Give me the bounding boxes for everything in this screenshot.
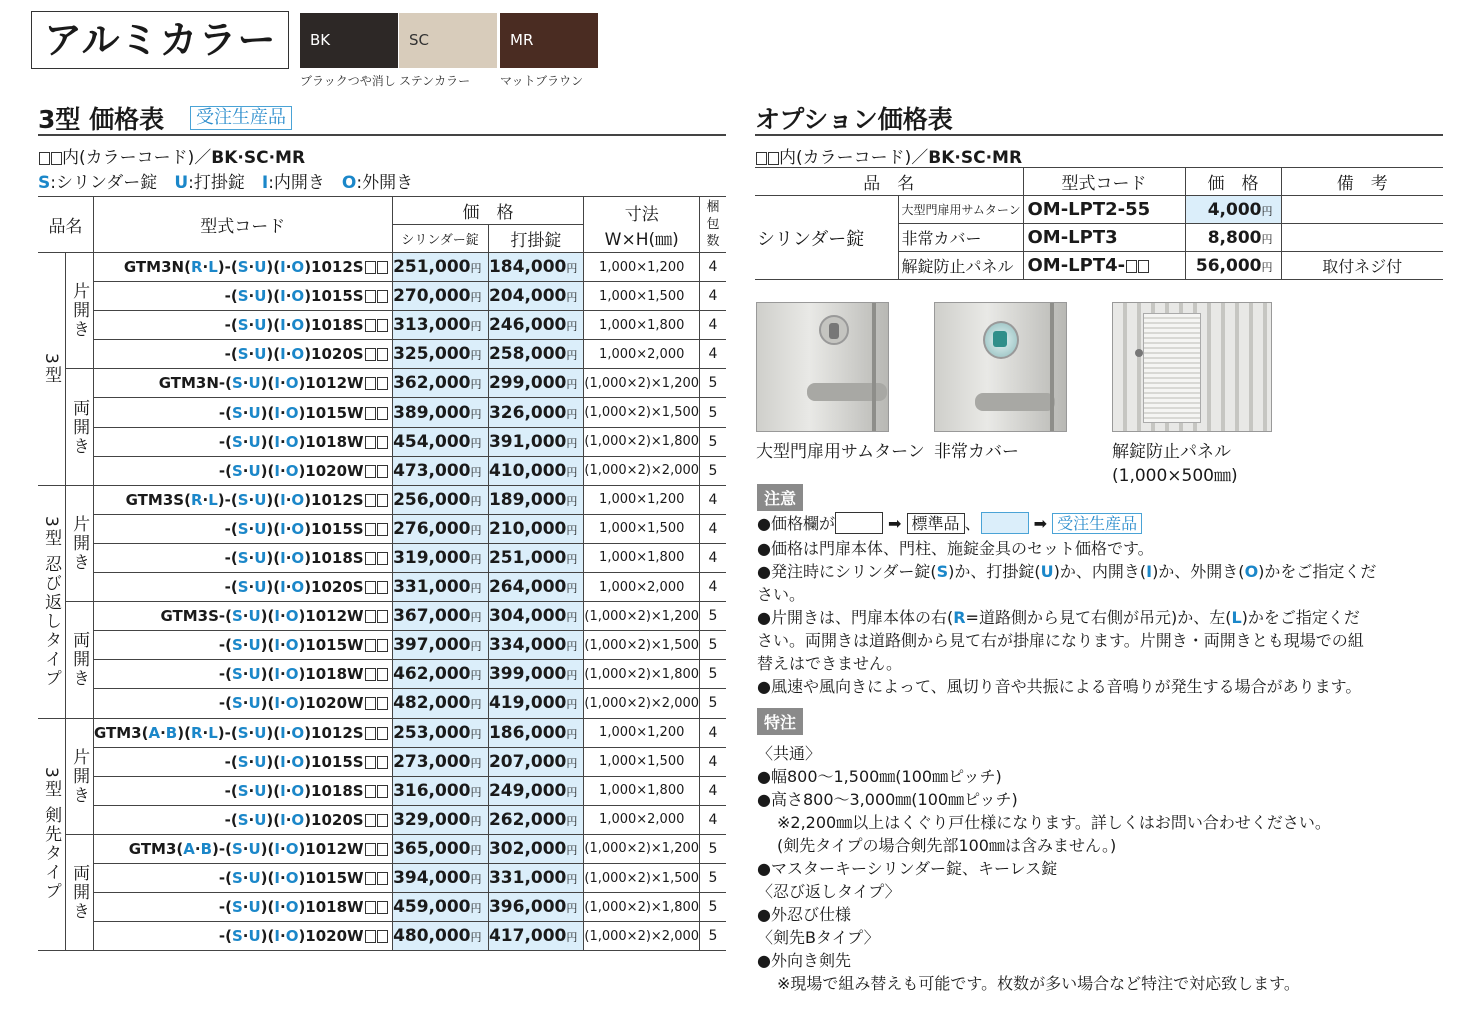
pack-count: 4 [700, 718, 726, 747]
photo-caption-thumbturn: 大型門扉用サムターン [756, 442, 925, 462]
option-header-code: 型式コード [1023, 168, 1185, 196]
price-cylinder: 397,000円 [392, 631, 488, 660]
option-note [1281, 196, 1443, 224]
model-code: -(S·U)(I·O)1018S [93, 543, 392, 572]
subgroup-name: 両開き [66, 602, 94, 718]
pack-count: 5 [700, 863, 726, 892]
model-code: GTM3S(R·L)-(S·U)(I·O)1012S [93, 485, 392, 514]
special-line: 〈忍び返しタイプ〉 [757, 882, 901, 901]
price-latch: 391,000円 [488, 427, 584, 456]
dimensions: 1,000×2,000 [584, 805, 700, 834]
dimensions: 1,000×1,200 [584, 718, 700, 747]
option-price: 56,000円 [1185, 252, 1281, 280]
special-line: ※現場で組み替えも可能です。枚数が多い場合など特注で対応致します。 [777, 974, 1300, 993]
option-price: 4,000円 [1185, 196, 1281, 224]
table-row [38, 573, 726, 602]
option-code: OM-LPT2-55 [1023, 196, 1185, 224]
table-row [38, 893, 726, 922]
price-latch: 396,000円 [488, 893, 584, 922]
model-code: -(S·U)(I·O)1020W [93, 689, 392, 718]
dimensions: (1,000×2)×1,800 [584, 893, 700, 922]
option-color-label: 内(カラーコード)／ [779, 148, 929, 168]
price-latch: 186,000円 [488, 718, 584, 747]
price-latch: 258,000円 [488, 340, 584, 369]
special-line: ●外向き剣先 [757, 951, 851, 970]
pack-count: 4 [700, 573, 726, 602]
pack-count: 4 [700, 805, 726, 834]
option-note [1281, 224, 1443, 252]
swatch-sc: SC [399, 13, 497, 68]
dimensions: 1,000×2,000 [584, 340, 700, 369]
dimensions: 1,000×1,800 [584, 543, 700, 572]
price-cylinder: 365,000円 [392, 834, 488, 863]
group-name: 3型 [38, 253, 66, 486]
special-line: ※2,200㎜以上はくぐり戸仕様になります。詳しくはお問い合わせください。 [777, 813, 1331, 832]
header-code: 型式コード [93, 197, 392, 253]
dimensions: 1,000×1,500 [584, 747, 700, 776]
dimensions: (1,000×2)×1,200 [584, 602, 700, 631]
table-row [38, 427, 726, 456]
header-price: 価 格 [392, 197, 584, 225]
note-line: ●風速や風向きによって、風切り音や共振による音鳴りが発生する場合があります。 [757, 677, 1362, 696]
cover-knob [993, 331, 1007, 347]
note-line: ●発注時にシリンダー錠(S)か、打掛錠(U)か、内開き(I)か、外開き(O)かをご指定くだ [757, 562, 1377, 581]
legend-key: O [341, 173, 357, 193]
swatch-caption: マットブラウン [500, 74, 584, 88]
title-rule [38, 134, 726, 136]
pack-count: 4 [700, 543, 726, 572]
pack-count: 5 [700, 456, 726, 485]
made-to-order-badge: 受注生産品 [190, 106, 292, 130]
dimensions: (1,000×2)×1,500 [584, 631, 700, 660]
note-line: さい。 [757, 585, 806, 604]
special-line: 〈共通〉 [757, 744, 822, 763]
price-table-title: 3型 価格表 [38, 105, 165, 134]
option-note: 取付ネジ付 [1281, 252, 1443, 280]
legend-key: U [174, 173, 189, 193]
price-cylinder: 362,000円 [392, 369, 488, 398]
dimensions: (1,000×2)×2,000 [584, 456, 700, 485]
price-latch: 189,000円 [488, 485, 584, 514]
table-row [38, 543, 726, 572]
table-row [38, 805, 726, 834]
price-latch: 419,000円 [488, 689, 584, 718]
price-cylinder: 462,000円 [392, 660, 488, 689]
model-code: -(S·U)(I·O)1015W [93, 631, 392, 660]
price-cylinder: 313,000円 [392, 311, 488, 340]
photo-caption-panel: 解錠防止パネル [1112, 442, 1231, 462]
note-line: 替えはできません。 [757, 654, 902, 673]
special-label: 特注 [757, 708, 803, 735]
price-cylinder: 367,000円 [392, 602, 488, 631]
model-code: GTM3S-(S·U)(I·O)1012W [93, 602, 392, 631]
checkbox-placeholder [756, 152, 767, 165]
dimensions: (1,000×2)×2,000 [584, 689, 700, 718]
model-code: -(S·U)(I·O)1020S [93, 805, 392, 834]
option-item: 非常カバー [898, 224, 1023, 252]
pack-count: 5 [700, 631, 726, 660]
anti-unlock-panel-photo [1112, 302, 1272, 432]
pack-count: 5 [700, 922, 726, 951]
legend-key: S [38, 173, 51, 193]
dimensions: 1,000×1,500 [584, 282, 700, 311]
price-cylinder: 251,000円 [392, 253, 488, 282]
special-line: ●高さ800～3,000㎜(100㎜ピッチ) [757, 790, 1018, 809]
price-cylinder: 389,000円 [392, 398, 488, 427]
legend-text: ●価格欄が [757, 514, 835, 533]
table-row [38, 514, 726, 543]
special-line: 〈剣先Bタイプ〉 [757, 928, 880, 947]
price-latch: 331,000円 [488, 863, 584, 892]
dimensions: 1,000×1,800 [584, 776, 700, 805]
option-color-codes: BK·SC·MR [928, 148, 1023, 168]
price-latch: 410,000円 [488, 456, 584, 485]
option-item: 解錠防止パネル [898, 252, 1023, 280]
price-latch: 302,000円 [488, 834, 584, 863]
notes-legend: ●価格欄が ➡ 標準品 、 ➡ 受注生産品 [757, 512, 1142, 535]
model-code: -(S·U)(I·O)1015W [93, 398, 392, 427]
model-code: -(S·U)(I·O)1018S [93, 311, 392, 340]
dimensions: 1,000×1,500 [584, 514, 700, 543]
color-code-label: 内(カラーコード)／ [62, 148, 212, 168]
price-cylinder: 459,000円 [392, 893, 488, 922]
swatch-caption: ブラックつや消し [300, 74, 396, 88]
model-code: GTM3(A·B)(R·L)-(S·U)(I·O)1012S [93, 718, 392, 747]
table-row [38, 631, 726, 660]
model-code: -(S·U)(I·O)1018S [93, 776, 392, 805]
checkbox-placeholder [768, 152, 779, 165]
dimensions: (1,000×2)×2,000 [584, 922, 700, 951]
thumbturn-knob [829, 323, 839, 339]
model-code: -(S·U)(I·O)1015S [93, 282, 392, 311]
pack-count: 5 [700, 398, 726, 427]
header-name: 品名 [38, 197, 93, 253]
table-row [38, 398, 726, 427]
pack-count: 4 [700, 776, 726, 805]
thumbturn-photo [756, 302, 889, 432]
legend-sep: 、 [964, 514, 981, 533]
pack-count: 5 [700, 369, 726, 398]
model-code: GTM3N(R·L)-(S·U)(I·O)1012S [93, 253, 392, 282]
dimensions: (1,000×2)×1,200 [584, 369, 700, 398]
price-cylinder: 270,000円 [392, 282, 488, 311]
model-code: -(S·U)(I·O)1018W [93, 660, 392, 689]
table-row [38, 718, 726, 747]
table-row [38, 282, 726, 311]
price-cylinder: 331,000円 [392, 573, 488, 602]
price-latch: 262,000円 [488, 805, 584, 834]
model-code: -(S·U)(I·O)1015S [93, 747, 392, 776]
pack-count: 4 [700, 514, 726, 543]
group-name: 3型 剣先タイプ [38, 718, 66, 951]
pack-count: 4 [700, 747, 726, 776]
price-latch: 204,000円 [488, 282, 584, 311]
pack-count: 5 [700, 660, 726, 689]
made-label: 受注生産品 [1052, 513, 1142, 534]
price-cylinder: 316,000円 [392, 776, 488, 805]
checkbox-placeholder [51, 152, 62, 165]
table-row [38, 602, 726, 631]
table-row [38, 689, 726, 718]
page-title: アルミカラー [31, 11, 289, 69]
legend-value: :外開き [356, 173, 431, 193]
legend-key: I [261, 173, 269, 193]
price-cylinder: 319,000円 [392, 543, 488, 572]
legend-line [38, 168, 430, 193]
price-latch: 304,000円 [488, 602, 584, 631]
subgroup-name: 両開き [66, 834, 94, 950]
price-latch: 299,000円 [488, 369, 584, 398]
option-price: 8,800円 [1185, 224, 1281, 252]
price-cylinder: 473,000円 [392, 456, 488, 485]
special-line: (剣先タイプの場合剣先部100㎜は含みません。) [777, 836, 1117, 855]
model-code: GTM3N-(S·U)(I·O)1012W [93, 369, 392, 398]
option-header-price: 価 格 [1185, 168, 1281, 196]
checkbox-placeholder [39, 152, 50, 165]
option-table [755, 167, 1443, 280]
table-row [38, 340, 726, 369]
price-cylinder: 256,000円 [392, 485, 488, 514]
pack-count: 4 [700, 253, 726, 282]
subgroup-name: 片開き [66, 253, 94, 369]
table-row [38, 660, 726, 689]
frame-edge [1050, 303, 1054, 432]
header-size: 寸法 W×H(㎜) [584, 197, 700, 253]
model-code: -(S·U)(I·O)1015S [93, 514, 392, 543]
dimensions: (1,000×2)×1,800 [584, 427, 700, 456]
header-latch: 打掛錠 [488, 225, 584, 253]
price-cylinder: 273,000円 [392, 747, 488, 776]
legend-value: :内開き [268, 173, 342, 193]
pack-count: 4 [700, 311, 726, 340]
lock-point [1135, 349, 1143, 357]
color-code-line [38, 143, 305, 168]
table-row [38, 456, 726, 485]
frame-edge [872, 303, 876, 432]
model-code: -(S·U)(I·O)1020S [93, 340, 392, 369]
mesh-panel [1143, 313, 1201, 423]
option-group: シリンダー錠 [755, 196, 898, 280]
pack-count: 5 [700, 689, 726, 718]
model-code: -(S·U)(I·O)1020W [93, 922, 392, 951]
table-row [38, 922, 726, 951]
dimensions: (1,000×2)×1,200 [584, 834, 700, 863]
standard-label: 標準品 [907, 513, 965, 534]
subgroup-name: 片開き [66, 485, 94, 601]
option-item: 大型門扉用サムターン [898, 196, 1023, 224]
emergency-cover-photo [934, 302, 1067, 432]
price-latch: 399,000円 [488, 660, 584, 689]
model-code: -(S·U)(I·O)1020S [93, 573, 392, 602]
special-line: ●幅800～1,500㎜(100㎜ピッチ) [757, 767, 1002, 786]
note-line: ●価格は門扉本体、門柱、施錠金具のセット価格です。 [757, 539, 1154, 558]
option-row [755, 196, 1443, 224]
dimensions: 1,000×1,800 [584, 311, 700, 340]
table-row [38, 311, 726, 340]
option-header-note: 備 考 [1281, 168, 1443, 196]
note-line: さい。両開きは道路側から見て右が掛扉になります。片開き・両開きとも現場での組 [757, 631, 1364, 650]
dimensions: (1,000×2)×1,500 [584, 398, 700, 427]
table-row [38, 776, 726, 805]
model-code: -(S·U)(I·O)1015W [93, 863, 392, 892]
color-codes: BK·SC·MR [211, 148, 306, 168]
special-line: ●マスターキーシリンダー錠、キーレス錠 [757, 859, 1058, 878]
header-pack: 梱包数 [700, 197, 726, 253]
dimensions: (1,000×2)×1,800 [584, 660, 700, 689]
dimensions: 1,000×1,200 [584, 253, 700, 282]
swatch-mr: MR [500, 13, 598, 68]
lever-handle [975, 393, 1055, 411]
price-cylinder: 325,000円 [392, 340, 488, 369]
legend-value: :シリンダー錠 [50, 173, 175, 193]
pack-count: 4 [700, 282, 726, 311]
table-row [38, 253, 726, 282]
price-cylinder: 253,000円 [392, 718, 488, 747]
notes-label: 注意 [757, 484, 803, 511]
special-list [757, 742, 1331, 995]
price-latch: 249,000円 [488, 776, 584, 805]
special-line: ●外忍び仕様 [757, 905, 851, 924]
price-latch: 417,000円 [488, 922, 584, 951]
photo-caption-cover: 非常カバー [934, 442, 1019, 462]
price-latch: 210,000円 [488, 514, 584, 543]
option-color-line [755, 143, 1022, 168]
pack-count: 5 [700, 834, 726, 863]
price-cylinder: 329,000円 [392, 805, 488, 834]
pack-count: 5 [700, 427, 726, 456]
pack-count: 4 [700, 340, 726, 369]
pack-count: 4 [700, 485, 726, 514]
option-code: OM-LPT3 [1023, 224, 1185, 252]
swatch-bk: BK [300, 13, 398, 68]
price-latch: 326,000円 [488, 398, 584, 427]
price-cylinder: 480,000円 [392, 922, 488, 951]
note-line: ●片開きは、門扉本体の右(R=道路側から見て右側が吊元)か、左(L)かをご指定くだ [757, 608, 1360, 627]
price-latch: 334,000円 [488, 631, 584, 660]
table-row [38, 747, 726, 776]
price-latch: 264,000円 [488, 573, 584, 602]
price-cylinder: 482,000円 [392, 689, 488, 718]
header-cylinder: シリンダー錠 [392, 225, 488, 253]
swatch-caption: ステンカラー [399, 74, 471, 88]
price-latch: 207,000円 [488, 747, 584, 776]
photo-caption-panel-size: (1,000×500㎜) [1112, 466, 1238, 486]
option-table-title: オプション価格表 [755, 105, 953, 134]
option-header-name: 品 名 [755, 168, 1023, 196]
legend-value: :打掛錠 [188, 173, 262, 193]
subgroup-name: 片開き [66, 718, 94, 834]
dimensions: 1,000×1,200 [584, 485, 700, 514]
price-table [38, 196, 726, 951]
pack-count: 5 [700, 602, 726, 631]
price-latch: 246,000円 [488, 311, 584, 340]
table-row [38, 369, 726, 398]
table-row [38, 485, 726, 514]
model-code: -(S·U)(I·O)1018W [93, 893, 392, 922]
model-code: GTM3(A·B)-(S·U)(I·O)1012W [93, 834, 392, 863]
notes-list [757, 537, 1376, 698]
option-title-rule [755, 134, 1443, 136]
model-code: -(S·U)(I·O)1020W [93, 456, 392, 485]
subgroup-name: 両開き [66, 369, 94, 485]
model-code: -(S·U)(I·O)1018W [93, 427, 392, 456]
price-cylinder: 454,000円 [392, 427, 488, 456]
dimensions: (1,000×2)×1,500 [584, 863, 700, 892]
table-row [38, 834, 726, 863]
made-swatch [981, 512, 1029, 534]
price-latch: 184,000円 [488, 253, 584, 282]
group-name: 3型 忍び返しタイプ [38, 485, 66, 718]
dimensions: 1,000×2,000 [584, 573, 700, 602]
price-cylinder: 276,000円 [392, 514, 488, 543]
option-code: OM-LPT4- [1023, 252, 1185, 280]
standard-swatch [835, 512, 883, 534]
price-cylinder: 394,000円 [392, 863, 488, 892]
price-latch: 251,000円 [488, 543, 584, 572]
table-row [38, 863, 726, 892]
pack-count: 5 [700, 893, 726, 922]
